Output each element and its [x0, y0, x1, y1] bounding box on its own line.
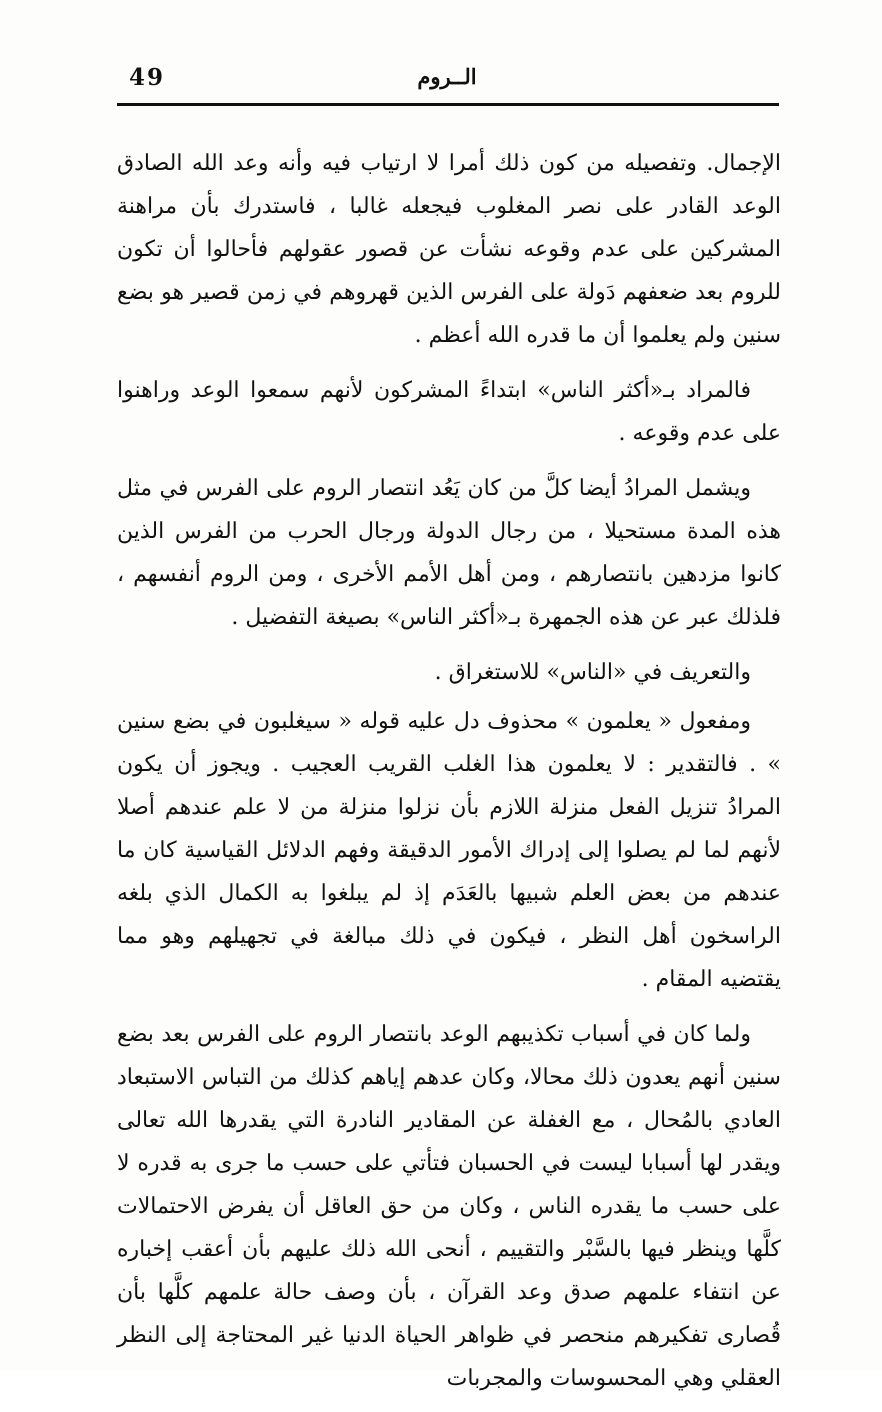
paragraph: ويشمل المرادُ أيضا كلَّ من كان يَعُد انتصار الروم على الفرس في مثل هذه المدة مستحيلا ، من رجال الدولة ورجال الحرب من الفرس الذين كانوا مزدهين بانتصارهم ، ومن أهل الأمم الأخرى ، ومن الروم أنفسهم ، فلذلك عبر عن هذه الجمهرة بـ«أكثر الناس» بصيغة التفضيل . [117, 476, 781, 630]
paragraph: ولما كان في أسباب تكذيبهم الوعد بانتصار الروم على الفرس بعد بضع سنين أنهم يعدون ذلك محالا، وكان عدهم إياهم كذلك من التباس الاستبعاد العادي بالمُحال ، مع الغفلة عن المقادير النادرة التي يقدرها الله تعالى ويقدر لها أسبابا ليست في الحسبان فتأتي على حسب ما جرى به قدره لا على حسب ما يقدره الناس ، وكان من حق العاقل أن يفرض الاحتمالات كلَّها وينظر فيها بالسَّبْر والتقييم ، أنحى الله ذلك عليهم بأن أعقب إخباره عن انتفاء علمهم صدق وعد القرآن ، بأن وصف حالة علمهم كلَّها بأن قُصارى تفكيرهم منحصر في ظواهر الحياة الدنيا غير المحتاجة إلى النظر العقلي وهي المحسوسات والمجربات [117, 1022, 781, 1391]
paragraph: والتعريف في «الناس» للاستغراق . [434, 660, 751, 685]
running-title: الــروم [417, 64, 477, 89]
paragraph: الإجمال. وتفصيله من كون ذلك أمرا لا ارتياب فيه وأنه وعد الله الصادق الوعد القادر على نصر المغلوب فيجعله غالبا ، فاستدرك بأن مراهنة المشركين على عدم وقوعه نشأت عن قصور عقولهم فأحالوا أن تكون للروم بعد ضعفهم دَولة على الفرس الذين قهروهم في زمن قصير هو بضع سنين ولم يعلموا أن ما قدره الله أعظم . [117, 151, 782, 348]
paragraph: ومفعول « يعلمون » محذوف دل عليه قوله « سيغلبون في بضع سنين » . فالتقدير : لا يعلمون هذا الغلب القريب العجيب . ويجوز أن يكون المرادُ تنزيل الفعل منزلة اللازم بأن نزلوا منزلة من لا علم عندهم أصلا لأنهم لما لم يصلوا إلى إدراك الأمور الدقيقة وفهم الدلائل القياسية كان ما عندهم من بعض العلم شبيها بالعَدَم إذ لم يبلغوا به الكمال الذي بلغه الراسخون أهل النظر ، فيكون في ذلك مبالغة في تجهيلهم وهو مما يقتضيه المقام . [117, 709, 781, 992]
running-head [117, 58, 777, 104]
body-text [117, 142, 781, 1412]
paragraph: فالمراد بـ«أكثر الناس» ابتداءً المشركون لأنهم سمعوا الوعد وراهنوا على عدم وقوعه . [117, 378, 781, 446]
header-rule [117, 103, 779, 106]
page-number: 49 [129, 64, 166, 91]
